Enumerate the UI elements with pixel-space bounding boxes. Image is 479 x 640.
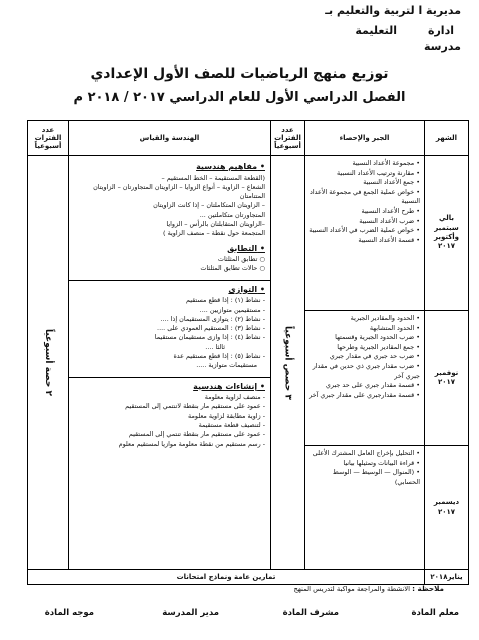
algebra-cell-2	[305, 311, 425, 446]
administration-name: التعليمة	[355, 24, 397, 37]
month-cell-2: نوفمبر ٢٠١٧	[425, 311, 469, 446]
list-item: • قسمة مقدارجبري على مقدار جبري آخر	[307, 391, 420, 401]
list-item: • جمع المقادير الجبرية وطرحها	[307, 343, 420, 353]
geometry-cell: • مفاهيم هندسية (القطعة المستقيمة – الخط المستقيم – الشعاع – الزاوية – أنواع الزوايا – الزاويتان المتجاورتان – الزاويتان المتتامتان – الزاويتان المتكاملتان – إذا كانت الزاويتان المتجاورتان متكاملتين ... –الزاويتان المتقابلتان بالرأس – الزوايا المتجمعة حول نقطة – منصف الزاوية ) • التطابق ○ تطابق المثلثات ○ حالات تطابق المثلثات • التوازى - نشاط (١) : إذا قطع مستقيم - مستقيمين متوازيين .... - نشاط (٢) : يتوازى المستقيمان إذا .... - نشاط (٣) : المستقيم العمودي على .... - نشاط (٤) : إذا وازى مستقيمان مستقيما ثالثا .... - نشاط (٥) : إذا قطع مستقيم عدة مستقيمات متوازية ..... • إنشاءات هندسية - منصف لزاوية معلومة - عمود على مستقيم مار بنقطة لاتنتمي إلى المستقيم - زاوية مطابقة لزاوية معلومة - لتنصيف قطعة مستقيمة - عمود على مستقيم مار بنقطة تنتمي إلى المستقيم - رسم مستقيم من نقطة معلومة موازيا لمستقيم معلوم	[69, 156, 271, 570]
school-label: مدرسة	[424, 40, 461, 53]
review-text: تمارين عامة ونماذج امتحانات	[28, 570, 425, 585]
list-item: • التحليل بإخراج العامل المشترك الأعلى	[307, 449, 420, 459]
algebra-cell-3	[305, 446, 425, 570]
page-subtitle: الفصل الدراسي الأول للعام الدراسي ٢٠١٧ / ٢٠١٨ م	[73, 90, 406, 105]
algebra-cell-1	[305, 156, 425, 311]
review-month: يناير٢٠١٨	[425, 570, 469, 585]
list-item: • الحدود المتشابهة	[307, 324, 420, 334]
periods-a-text: ٣ حصص أسبوعياً	[282, 325, 293, 400]
month-cell-3: ديسمبر ٢٠١٧	[425, 446, 469, 570]
geometry-section-title: • مفاهيم هندسية	[74, 161, 265, 173]
geometry-section-title: • التطابق	[74, 243, 265, 255]
list-item: • خواص عملية الجمع في مجموعة الأعداد النسبية	[307, 188, 420, 207]
list-item: • ضرب الحدود الجبرية وقسمتها	[307, 333, 420, 343]
header-periods-b: عدد الفترات أسبوعياً	[28, 121, 69, 156]
periods-cell-a	[271, 156, 305, 570]
geometry-section-title: • إنشاءات هندسية	[74, 381, 265, 393]
signature-inspector: موجه المادة	[44, 608, 94, 618]
list-item: • قراءة البيانات وتمثيلها بيانيا	[307, 459, 420, 469]
list-item: • جمع الأعداد النسبية	[307, 178, 420, 188]
signature-principal: مدير المدرسة	[162, 608, 219, 618]
note-label: ملاحظة :	[412, 584, 444, 593]
signature-teacher: معلم المادة	[411, 608, 459, 618]
curriculum-table	[27, 120, 469, 585]
header-algebra: الجبر والإحصاء	[305, 121, 425, 156]
header-periods-a: عدد الفترات أسبوعياً	[271, 121, 305, 156]
signature-supervisor: مشرف المادة	[282, 608, 339, 618]
note	[294, 584, 444, 593]
list-item: • ضرب مقدار جبري ذي حدين في مقدار جبري آخر	[307, 362, 420, 381]
periods-b-text: ٢ حصة أسبوعياً	[43, 328, 53, 397]
list-item: • قسمة الأعداد النسبية	[307, 236, 420, 246]
page-title: توزيع منهج الرياضيات للصف الأول الإعدادي	[90, 66, 389, 82]
administration-label: ادارة	[427, 24, 454, 37]
list-item: • الحدود والمقادير الجبرية	[307, 314, 420, 324]
list-item: • مجموعة الأعداد النسبية	[307, 159, 420, 169]
header-month: الشهر	[425, 121, 469, 156]
list-item: • ضرب الأعداد النسبية	[307, 217, 420, 227]
geometry-section-title: • التوازى	[74, 284, 265, 296]
directorate-label: مديرية ا لتربية والتعليم بـ	[325, 4, 461, 17]
header-geometry: الهندسة والقياس	[69, 121, 271, 156]
list-item: • ضرب حد جبري في مقدار جبري	[307, 352, 420, 362]
periods-cell-b	[28, 156, 69, 570]
note-text: الانشطة والمراجعة مواكبة لتدريس المنهج	[293, 585, 410, 593]
list-item: • طرح الأعداد النسبية	[307, 207, 420, 217]
month-cell-1: بالي سبتمبر وأكتوبر ٢٠١٧	[425, 156, 469, 311]
list-item: • قسمة مقدار جبري على حد جبري	[307, 381, 420, 391]
list-item: • مقارنة وترتيب الأعداد النسبية	[307, 169, 420, 179]
list-item: • خواص عملية الضرب في الأعداد النسبية	[307, 226, 420, 236]
list-item: • (المنوال — الوسيط — الوسط الحسابي)	[307, 468, 420, 487]
